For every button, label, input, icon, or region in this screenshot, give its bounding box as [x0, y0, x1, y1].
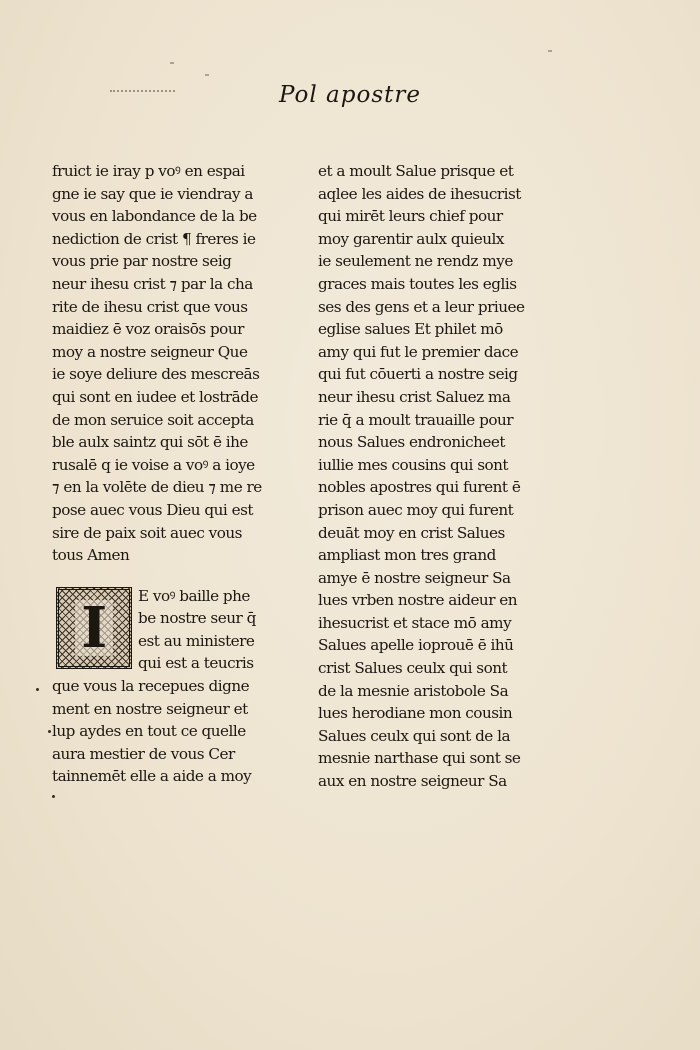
text-line: lues vrben nostre aideur en [318, 591, 518, 610]
text-line: lup aydes en tout ce quelle [52, 722, 246, 741]
text-line: aura mestier de vous Cer [52, 744, 235, 763]
text-line: deuāt moy en crist Salues [318, 523, 505, 542]
text-line: ses des gens et a leur priuee [318, 297, 525, 316]
text-line: fruict ie iray p voꝰ en espai [52, 162, 245, 180]
text-line: est au ministere [138, 631, 255, 650]
text-line: vous prie par nostre seig [52, 252, 232, 271]
text-line: lues herodiane mon cousin [318, 704, 513, 723]
text-line: crist Salues ceulx qui sont [318, 659, 508, 678]
right-column [318, 160, 543, 793]
text-line: nous Salues endronicheet [318, 433, 505, 452]
text-line: rusalē q ie voise a voꝰ a ioye [52, 455, 255, 474]
right-column-text [318, 160, 543, 793]
text-line: qui mirēt leurs chief pour [318, 207, 503, 226]
text-line: et a moult Salue prisque et [318, 162, 514, 180]
text-line: ie soye deliure des mescreās [52, 365, 260, 384]
decorated-initial [56, 587, 132, 669]
text-line: rie q̄ a moult trauaille pour [318, 410, 514, 429]
text-line: iullie mes cousins qui sont [318, 455, 509, 474]
speck [548, 50, 552, 52]
text-line: E voꝰ baille phe [138, 586, 250, 605]
margin-mark [48, 730, 51, 733]
text-line: de mon seruice soit accepta [52, 410, 254, 429]
text-line: moy a nostre seigneur Que [52, 342, 248, 361]
text-line: tous Amen [52, 546, 130, 565]
text-line: gne ie say que ie viendray a [52, 184, 253, 203]
text-line: que vous la recepues digne [52, 677, 250, 696]
paragraph-2-continuation [52, 675, 277, 788]
initial-letter: I [75, 600, 113, 656]
text-line: aqlee les aides de ihesucrist [318, 184, 521, 203]
text-line: de la mesnie aristobole Sa [318, 681, 509, 700]
text-line: qui est a teucris [138, 654, 254, 673]
speck [170, 62, 174, 64]
text-line: moy garentir aulx quieulx [318, 229, 504, 248]
text-line: tainnemēt elle a aide a moy [52, 767, 252, 786]
text-line: maidiez ē voz oraisōs pour [52, 320, 244, 339]
text-line: be nostre seur q̄ [138, 609, 256, 628]
text-line: amy qui fut le premier dace [318, 342, 519, 361]
text-line: aux en nostre seigneur Sa [318, 772, 507, 791]
text-line: eglise salues Et philet mō [318, 320, 503, 339]
text-line: ie seulement ne rendz mye [318, 252, 513, 271]
paragraph-1 [52, 160, 277, 567]
text-line: amye ē nostre seigneur Sa [318, 568, 511, 587]
text-line: qui fut cōuerti a nostre seig [318, 365, 518, 384]
text-line: rite de ihesu crist que vous [52, 297, 248, 316]
text-line: ihesucrist et stace mō amy [318, 613, 512, 632]
margin-mark [52, 795, 55, 798]
speck [205, 74, 209, 76]
text-line: pose auec vous Dieu qui est [52, 500, 253, 519]
text-line: neur ihesu crist ⁊ par la cha [52, 274, 253, 293]
text-line: mesnie narthase qui sont se [318, 749, 521, 768]
text-line: qui sont en iudee et lostrāde [52, 387, 258, 406]
text-line: prison auec moy qui furent [318, 500, 514, 519]
text-line: nobles apostres qui furent ē [318, 478, 521, 497]
text-line: Salues ceulx qui sont de la [318, 726, 511, 745]
text-line: vous en labondance de la be [52, 207, 257, 226]
text-line: neur ihesu crist Saluez ma [318, 387, 511, 406]
text-line: ment en nostre seigneur et [52, 699, 248, 718]
text-line: ⁊ en la volēte de dieu ⁊ me re [52, 478, 262, 497]
text-line: nediction de crist ¶ freres ie [52, 229, 256, 248]
margin-mark [36, 688, 39, 691]
paragraph-2 [52, 585, 277, 788]
running-title: Pol apostre [279, 82, 421, 108]
text-line: ampliast mon tres grand [318, 546, 496, 565]
text-line: graces mais toutes les eglis [318, 274, 517, 293]
text-line: ble aulx saintz qui sōt ē ihe [52, 433, 248, 452]
text-line: sire de paix soit auec vous [52, 523, 242, 542]
text-line: Salues apelle ioprouē ē ihū [318, 636, 514, 655]
left-column [52, 160, 277, 788]
